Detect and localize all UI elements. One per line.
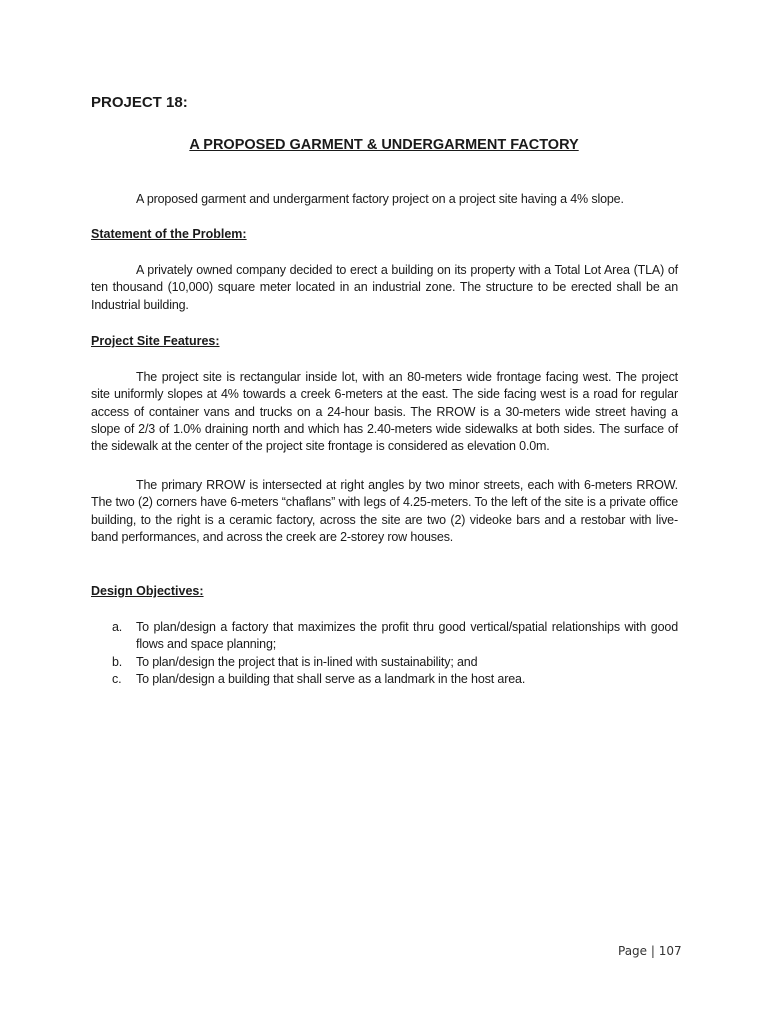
design-objectives-list: [91, 619, 678, 688]
list-item-text: To plan/design the project that is in-lined with sustainability; and: [136, 654, 478, 669]
design-objectives-heading: Design Objectives:: [91, 584, 204, 598]
list-marker: b.: [112, 654, 123, 669]
list-marker: c.: [112, 671, 122, 686]
list-item: [91, 671, 678, 688]
problem-heading: Statement of the Problem:: [91, 227, 247, 241]
list-item: [91, 654, 678, 671]
list-marker: a.: [112, 620, 123, 634]
site-features-heading: Project Site Features:: [91, 334, 220, 348]
problem-paragraph: A privately owned company decided to erect a building on its property with a Total Lot Area (TLA) of ten thousand (10,000) square meter located in an industrial zone. The structure to be erected shall be an Industrial building.: [91, 263, 678, 312]
list-item: [91, 619, 678, 654]
list-item-text: To plan/design a factory that maximizes the profit thru good vertical/spatial relationships with good flows and space planning;: [136, 620, 678, 652]
page-number: Page | 107: [618, 944, 682, 958]
site-features-paragraph-2: The primary RROW is intersected at right angles by two minor streets, each with 6-meters RROW. The two (2) corners have 6-meters “chaflans” with legs of 4.25-meters. To the left of the site is a private office building, to the right is a ceramic factory, across the site are two (2) videoke bars and a restobar with live-band performances, and across the creek are 2-storey row houses.: [91, 478, 678, 544]
project-number: PROJECT 18:: [91, 94, 188, 111]
document-title: A PROPOSED GARMENT & UNDERGARMENT FACTORY: [189, 137, 579, 153]
intro-paragraph: A proposed garment and undergarment factory project on a project site having a 4% slope.: [136, 192, 624, 206]
site-features-paragraph-1: The project site is rectangular inside lot, with an 80-meters wide frontage facing west. The project site uniformly slopes at 4% towards a creek 6-meters at the east. The side facing west is a road for regular access of container vans and trucks on a 24-hour basis. The RROW is a 30-meters wide street having a slope of 2/3 of 1.0% draining north and which has 2.40-meters wide sidewalks at both sides. The surface of the sidewalk at the center of the project site frontage is considered as elevation 0.0m.: [91, 370, 678, 454]
list-item-text: To plan/design a building that shall serve as a landmark in the host area.: [136, 671, 526, 686]
